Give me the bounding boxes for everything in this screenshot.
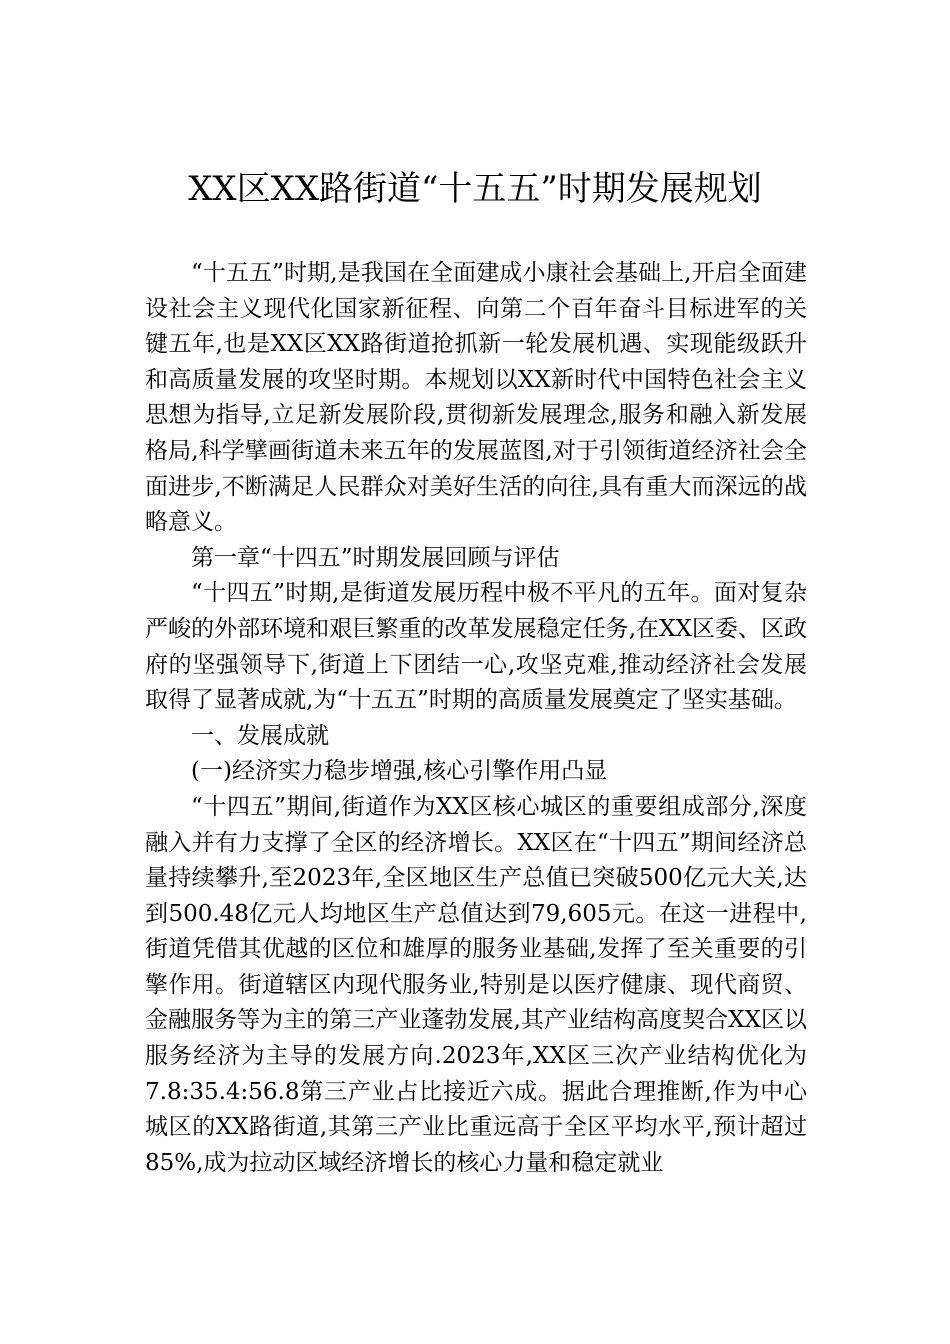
chapter-heading: 第一章“十四五”时期发展回顾与评估	[191, 544, 560, 571]
subsection-heading: (一)经济实力稳步增强,核心引擎作用凸显	[191, 758, 608, 785]
intro-paragraph: “十五五”时期,是我国在全面建成小康社会基础上,开启全面建设社会主义现代化国家新征程、向第二个百年奋斗目标进军的关键五年,也是XX区XX路街道抢抓新一轮发展机遇、实现能级跃升和高质量发展的攻坚时期。本规划以XX新时代中国特色社会主义思想为指导,立足新发展阶段,贯彻新发展理念,服务和融入新发展格局,科学擘画街道未来五年的发展蓝图,对于引领街道经济社会全面进步,不断满足人民群众对美好生活的向往,具有重大而深远的战略意义。	[145, 260, 807, 536]
chapter-intro-paragraph: “十四五”时期,是街道发展历程中极不平凡的五年。面对复杂严峻的外部环境和艰巨繁重的改革发展稳定任务,在XX区委、区政府的坚强领导下,街道上下团结一心,攻坚克难,推动经济社会发展取得了显著成就,为“十五五”时期的高质量发展奠定了坚实基础。	[145, 580, 807, 714]
document-body	[145, 256, 807, 1181]
document-title: XX区XX路街道“十五五”时期发展规划	[188, 169, 762, 209]
economy-paragraph: “十四五”期间,街道作为XX区核心城区的重要组成部分,深度融入并有力支撑了全区的经济增长。XX区在“十四五”期间经济总量持续攀升,至2023年,全区地区生产总值已突破500亿元大关,达到500.48亿元人均地区生产总值达到79,605元。在这一进程中,街道凭借其优越的区位和雄厚的服务业基础,发挥了至关重要的引擎作用。街道辖区内现代服务业,特别是以医疗健康、现代商贸、金融服务等为主的第三产业蓬勃发展,其产业结构高度契合XX区以服务经济为主导的发展方向.2023年,XX区三次产业结构优化为7.8:35.4:56.8第三产业占比接近六成。据此合理推断,作为中心城区的XX路街道,其第三产业比重远高于全区平均水平,预计超过85%,成为拉动区域经济增长的核心力量和稳定就业	[145, 793, 807, 1176]
section-heading: 一、发展成就	[191, 722, 329, 749]
